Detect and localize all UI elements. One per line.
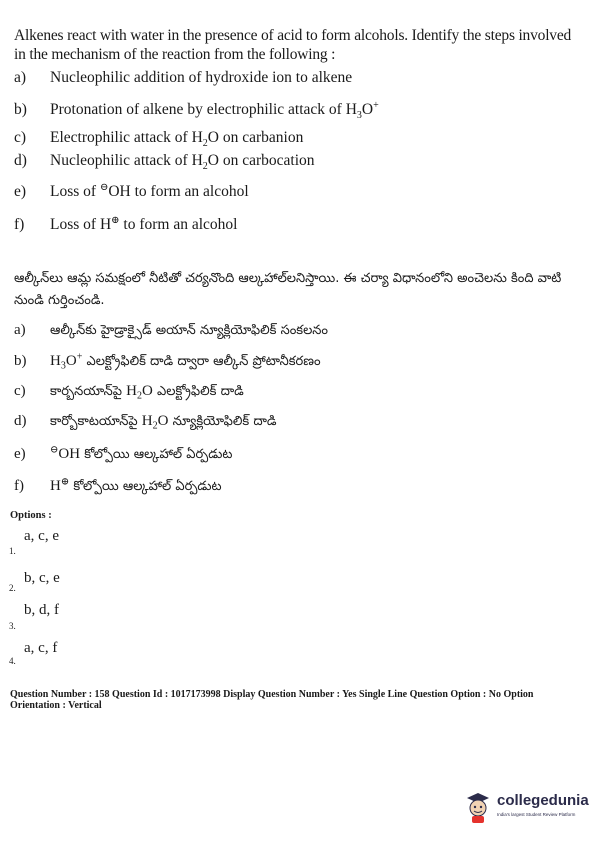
question-text: Alkenes react with water in the presence of acid to form alcohols. Identify the steps involved in the mechanism of the reaction from the following : (14, 27, 572, 63)
item-text-post: OH to form an alcohol (108, 183, 249, 200)
item-text: Nucleophilic attack of H (50, 152, 203, 169)
item-chem2: O (157, 413, 169, 429)
item-chem2: O (65, 353, 77, 369)
item-text: కోల్పోయి ఆల్కహాల్ ఏర్పడుట (80, 447, 233, 462)
item-label: e) (14, 446, 26, 462)
telugu-item-b (14, 351, 321, 371)
option-value: b, c, e (24, 570, 60, 586)
question-item-e (14, 182, 249, 201)
item-text-post: to form an alcohol (119, 216, 238, 233)
option-value: b, d, f (24, 602, 59, 618)
minus-circle-icon: ⊖ (50, 444, 59, 456)
item-text: కోల్పోయి ఆల్కహాల్ ఏర్పడుట (69, 479, 222, 494)
item-sub: 2 (152, 420, 158, 432)
item-chem: H (126, 383, 138, 399)
item-text2: ఎలక్ట్రోఫిలిక్ దాడి (152, 384, 244, 399)
item-text2: న్యూక్లియోఫిలిక్ దాడి (168, 414, 277, 429)
options-title: Options : (10, 510, 52, 521)
item-text: Loss of (50, 183, 100, 200)
item-label: f) (14, 216, 25, 233)
plus-circle-icon: ⊕ (111, 214, 120, 226)
item-label: e) (14, 183, 27, 200)
item-text-mid: O (361, 101, 374, 118)
option-number: 2. (9, 583, 16, 593)
item-text: ఆల్కీన్‌కు హైడ్రాక్సైడ్ అయాన్ న్యూక్లియోఫిలిక్ సంకలనం (50, 323, 329, 338)
item-sup: + (373, 99, 379, 111)
item-label: f) (14, 478, 24, 494)
item-sub: 2 (202, 138, 208, 150)
option-value: a, c, f (24, 640, 58, 656)
item-text: Loss of H (50, 216, 112, 233)
telugu-item-e (14, 444, 232, 464)
item-text: Nucleophilic addition of hydroxide ion to alkene (50, 69, 353, 86)
question-item-a (14, 68, 352, 87)
item-chem: H (50, 353, 61, 369)
item-label: c) (14, 129, 27, 146)
logo-tagline: India's largest Student Review Platform (497, 812, 576, 817)
telugu-item-a (14, 320, 328, 340)
item-label: b) (14, 353, 27, 369)
item-text: Protonation of alkene by electrophilic attack of H (50, 101, 357, 118)
item-text: Electrophilic attack of H (50, 129, 203, 146)
option-value: a, c, e (24, 528, 59, 544)
meta-line-1: Question Number : 158 Question Id : 1017173998 Display Question Number : Yes Single Line Question Option : No Option (10, 689, 534, 700)
item-chem: H (50, 478, 61, 494)
question-item-f (14, 215, 237, 234)
item-label: d) (14, 152, 27, 169)
item-label: a) (14, 322, 26, 338)
item-sub: 2 (202, 161, 208, 173)
graduate-mascot-icon (463, 790, 493, 824)
telugu-item-f (14, 476, 222, 496)
item-sub: 2 (137, 390, 143, 402)
item-text-post: O on carbanion (207, 129, 304, 146)
meta-line-2: Orientation : Vertical (10, 700, 102, 711)
option-number: 3. (9, 621, 16, 631)
item-label: b) (14, 101, 27, 118)
item-sub: 3 (60, 360, 66, 372)
item-chem: H (141, 413, 153, 429)
item-text: కార్బోకాటయాన్‌పై (50, 414, 142, 429)
logo-name: collegedunia (497, 792, 589, 809)
question-item-d (14, 151, 315, 173)
item-label: c) (14, 383, 26, 399)
telugu-question-text: ఆల్కీన్‌లు ఆమ్ల సమక్షంలో నీటితో చర్యనొంది ఆల్కహాల్‌లనిస్తాయి. ఈ చర్యా విధానంలోని అంచెలను కింది వాటి నుండి గుర్తించండి. (14, 271, 562, 308)
item-text-post: O on carbocation (207, 152, 315, 169)
question-meta (10, 689, 580, 711)
item-label: a) (14, 69, 27, 86)
item-text: ఎలక్ట్రోఫిలిక్ దాడి ద్వారా ఆల్కీన్ ప్రోటానీకరణం (82, 354, 321, 369)
telugu-item-d (14, 411, 276, 431)
question-item-b (14, 99, 379, 122)
question-item-c (14, 128, 304, 150)
option-number: 1. (9, 546, 16, 556)
option-number: 4. (9, 656, 16, 666)
plus-circle-icon: ⊕ (60, 476, 70, 488)
minus-circle-icon: ⊖ (99, 181, 109, 193)
item-sub: 3 (356, 110, 362, 122)
item-text: కార్బనయాన్‌పై (50, 384, 127, 399)
item-label: d) (14, 413, 27, 429)
collegedunia-logo (463, 790, 589, 826)
telugu-item-c (14, 381, 244, 401)
item-sup: + (76, 351, 83, 363)
item-chem: OH (58, 446, 81, 462)
item-chem2: O (142, 383, 153, 399)
